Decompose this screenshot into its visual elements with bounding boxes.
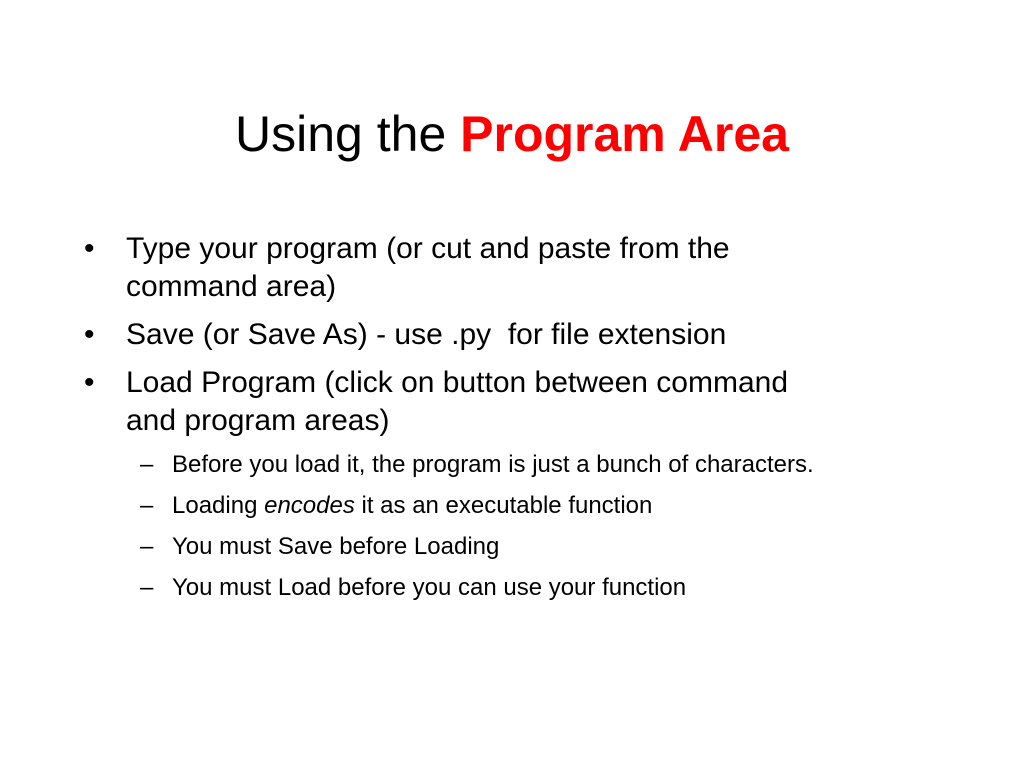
dash-icon: – [140, 574, 154, 601]
bullet-item [84, 364, 964, 440]
slide-title [0, 104, 1024, 164]
bullet-line: Type your program (or cut and paste from the [126, 232, 730, 265]
bullet-item [84, 316, 964, 354]
bullet-line: Save (or Save As) - use .py for file extension [126, 318, 727, 351]
sub-bullet-text-after: it as an executable function [354, 492, 653, 519]
bullet-icon: • [84, 232, 95, 265]
sub-bullet-item [84, 573, 964, 603]
title-accent: Program Area [460, 106, 789, 162]
sub-bullet-item [84, 491, 964, 521]
dash-icon: – [140, 451, 154, 478]
dash-icon: – [140, 533, 154, 560]
bullet-icon: • [84, 318, 95, 351]
sub-bullet-list [84, 450, 964, 603]
bullet-item [84, 230, 964, 306]
sub-bullet-item [84, 450, 964, 480]
sub-bullet-text: Before you load it, the program is just a bunch of characters. [172, 451, 814, 478]
sub-bullet-text-before: Loading [172, 492, 265, 519]
bullet-line: and program areas) [126, 404, 390, 437]
dash-icon: – [140, 492, 154, 519]
bullet-icon: • [84, 366, 95, 399]
sub-bullet-text: You must Save before Loading [172, 533, 500, 560]
bullet-line: command area) [126, 270, 337, 303]
sub-bullet-text-italic: encodes [264, 492, 355, 519]
sub-bullet-item [84, 532, 964, 562]
title-plain: Using the [235, 106, 461, 162]
bullet-line: Load Program (click on button between command [126, 366, 789, 399]
slide-body [84, 230, 964, 614]
sub-bullet-text: You must Load before you can use your function [172, 574, 687, 601]
